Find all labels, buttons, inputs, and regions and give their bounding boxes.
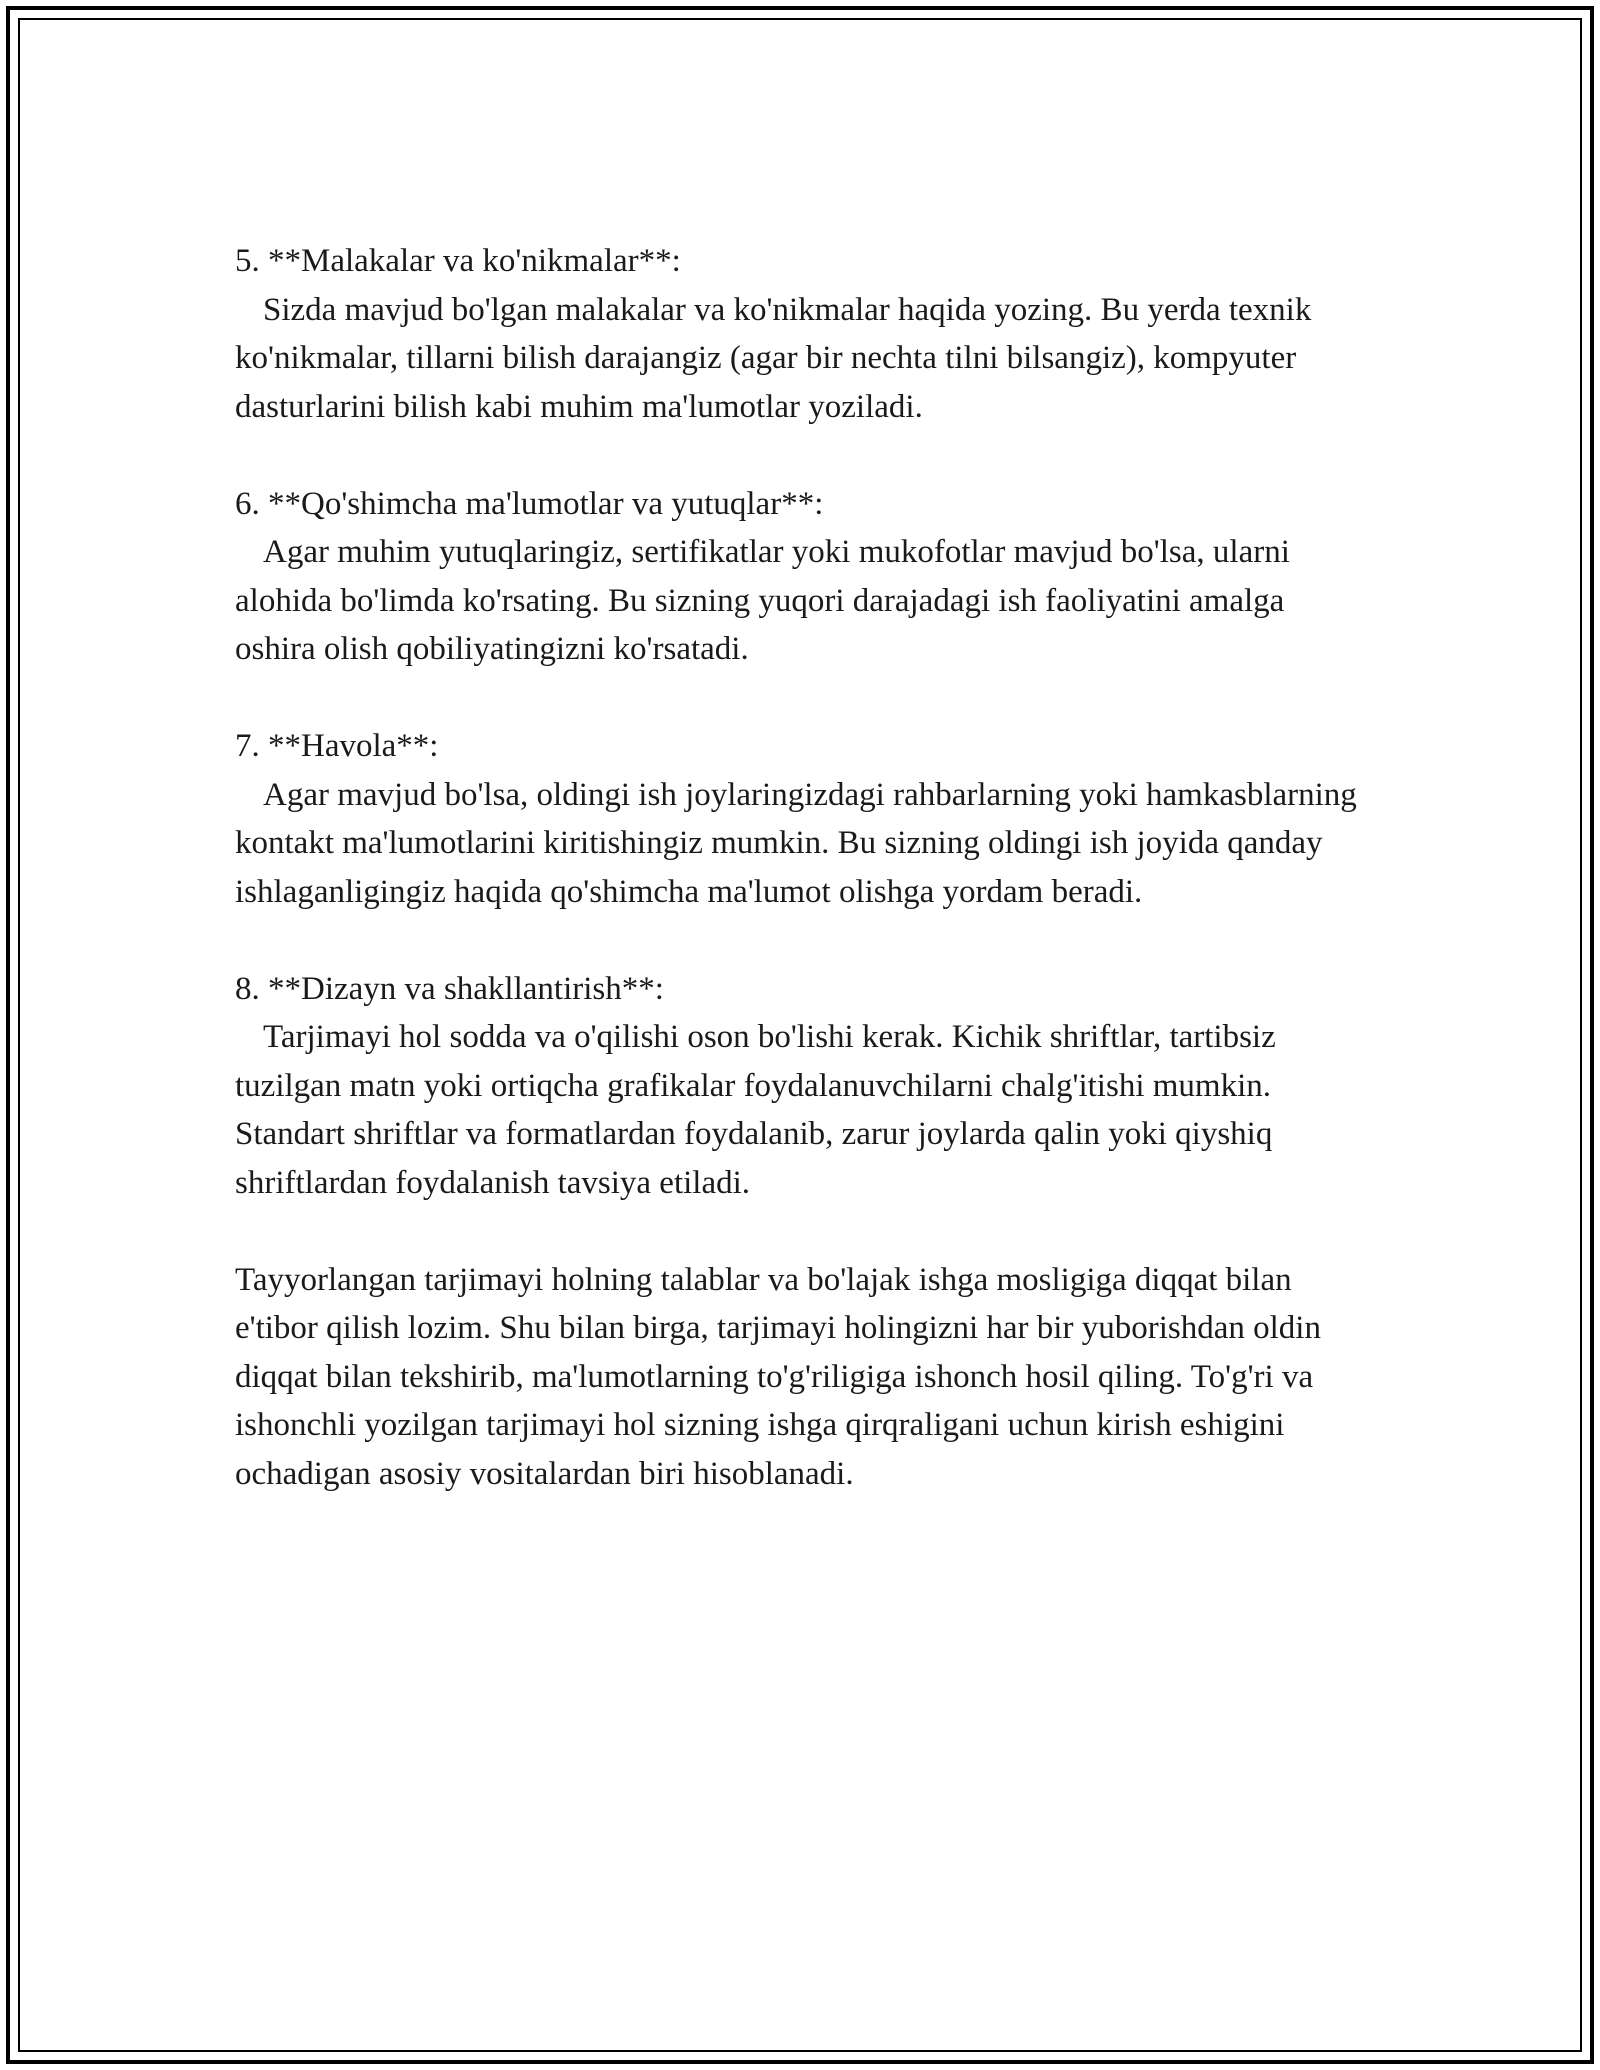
section-heading: 6. **Qo'shimcha ma'lumotlar va yutuqlar**:	[235, 485, 824, 522]
section-heading: 5. **Malakalar va ko'nikmalar**:	[235, 243, 681, 279]
section-achievements	[235, 480, 1365, 674]
section-body: Agar muhim yutuqlaringiz, sertifikatlar yoki mukofotlar mavjud bo'lsa, ularni alohida bo'limda ko'rsating. Bu sizning yuqori darajadagi ish faoliyatini amalga oshira olish qobiliyatingizni ko'rsatadi.	[235, 534, 1290, 667]
section-body: Tarjimayi hol sodda va o'qilishi oson bo'lishi kerak. Kichik shriftlar, tartibsiz tuzilgan matn yoki ortiqcha grafikalar foydalanuvchilarni chalg'itishi mumkin. Standart shriftlar va formatlardan foydalanib, zarur joylarda qalin yoki qiyshiq shriftlardan foydalanish tavsiya etiladi.	[235, 1019, 1276, 1201]
closing-text: Tayyorlangan tarjimayi holning talablar va bo'lajak ishga mosligiga diqqat bilan e'tibor qilish lozim. Shu bilan birga, tarjimayi holingizni har bir yuborishdan oldin diqqat bilan tekshirib, ma'lumotlarning to'g'riligiga ishonch hosil qiling. To'g'ri va ishonchli yozilgan tarjimayi hol sizning ishga qirqraligani uchun kirish eshigini ochadigan asosiy vositalardan biri hisoblanadi.	[235, 1261, 1321, 1492]
section-skills	[235, 237, 1365, 431]
document-body	[235, 237, 1365, 1547]
section-body: Sizda mavjud bo'lgan malakalar va ko'nikmalar haqida yozing. Bu yerda texnik ko'nikmalar, tillarni bilish darajangiz (agar bir nechta tilni bilsangiz), kompyuter dasturlarini bilish kabi muhim ma'lumotlar yoziladi.	[235, 291, 1312, 425]
section-body: Agar mavjud bo'lsa, oldingi ish joylaringizdagi rahbarlarning yoki hamkasblarning kontakt ma'lumotlarini kiritishingiz mumkin. Bu sizning oldingi ish joyida qanday ishlaganligingiz haqida qo'shimcha ma'lumot olishga yordam beradi.	[235, 776, 1357, 910]
section-references	[235, 722, 1365, 916]
section-design	[235, 965, 1365, 1208]
closing-paragraph	[235, 1256, 1365, 1499]
section-heading: 7. **Havola**:	[235, 728, 439, 764]
section-heading: 8. **Dizayn va shakllantirish**:	[235, 970, 664, 1007]
